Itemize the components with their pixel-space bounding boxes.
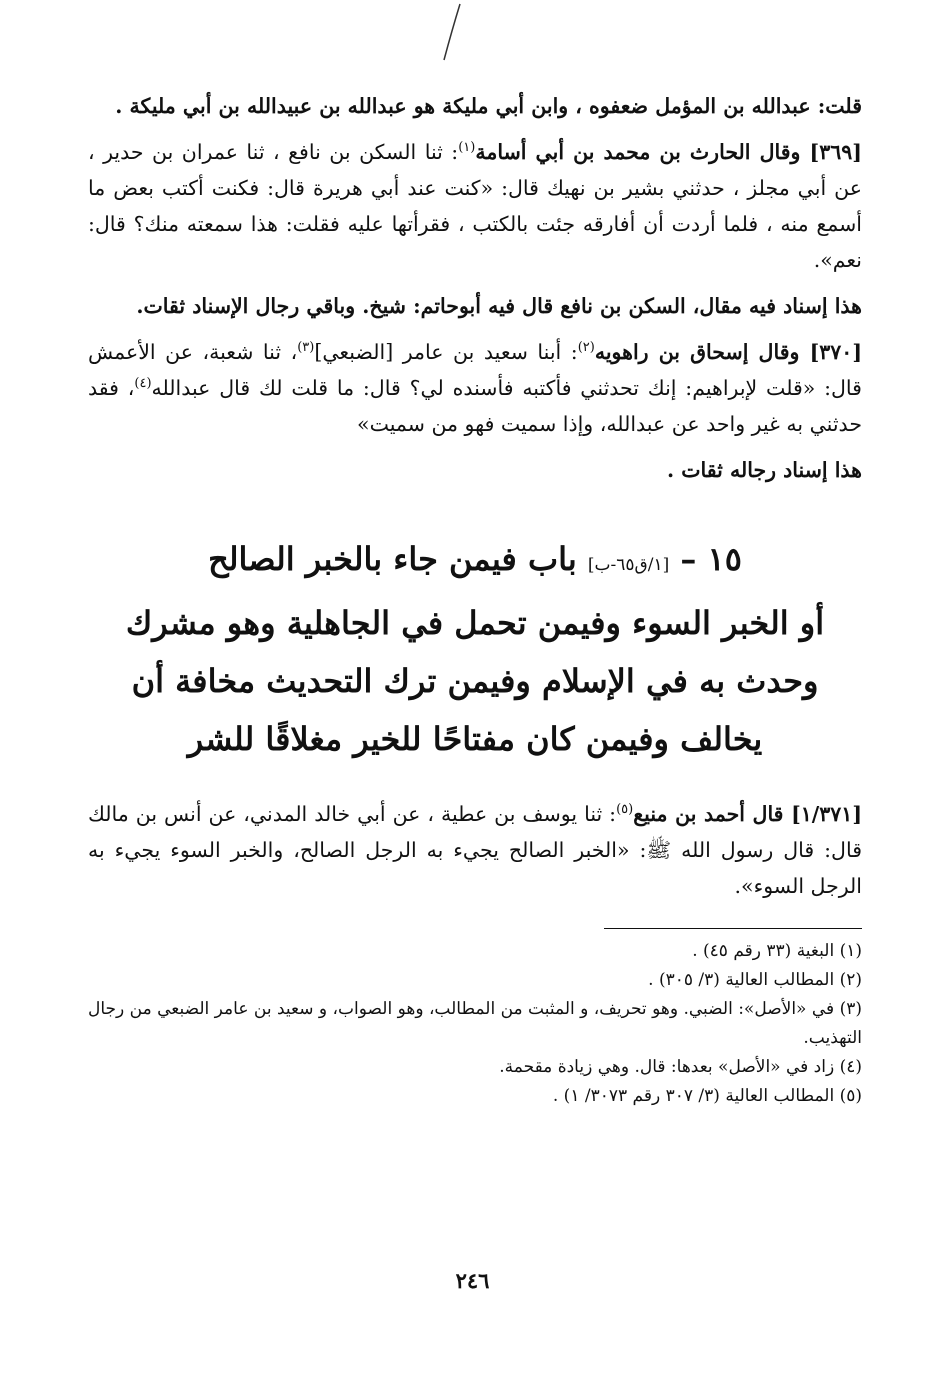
comment-text: هذا إسناد فيه مقال، السكن بن نافع قال فيه أبوحاتم: شيخ. وباقي رجال الإسناد ثقات. <box>136 294 862 318</box>
chapter-number: ١٥ – <box>680 540 742 578</box>
chapter-title-line: أو الخبر السوء وفيمن تحمل في الجاهلية وهو مشرك <box>125 604 825 642</box>
hadith-text-part: ، ثنا شعبة، عن الأعمش قال: «قلت لإبراهيم: إنك تحدثني فأكتبه فأسنده لي؟ قال: ما قلت لك قال عبدالله <box>88 340 862 400</box>
chapter-title-line: باب فيمن جاء بالخبر الصالح <box>208 540 577 578</box>
footnote: (٣) في «الأصل»: الضبي. وهو تحريف، و المثبت من المطالب، وهو الصواب، و سعيد بن عامر الضبعي من رجال التهذيب. <box>88 999 862 1048</box>
footnote-divider <box>604 928 862 929</box>
footnote-ref-2: (٢) <box>577 340 595 356</box>
hadith-text: : ثنا السكن بن نافع ، ثنا عمران بن حدير ، عن أبي مجلز ، حدثني بشير بن نهيك قال: «كنت عند أبي هريرة قال: فكنت أكتب بعض ما أسمع منه ، فلما أردت أن أفارقه جئت بالكتب ، فقرأتها عليه فقلت: هذا سمعته منك؟ قال: نعم». <box>88 140 862 272</box>
hadith-370 <box>88 334 862 442</box>
page-body <box>88 88 862 1111</box>
hadith-number: [٣٧٠] <box>809 340 863 364</box>
footnote-ref-3: (٣) <box>297 340 315 356</box>
narrator-intro: وقال الحارث بن محمد بن أبي أسامة <box>475 140 810 164</box>
footnote: (١) البغية (٣٣ رقم ٤٥) . <box>692 941 862 961</box>
footnotes <box>88 937 862 1111</box>
paragraph-comment-2 <box>88 288 862 324</box>
chapter-title-line: يخالف وفيمن كان مفتاحًا للخير مغلاقًا للشر <box>187 720 763 758</box>
hadith-text: : ثنا يوسف بن عطية ، عن أبي خالد المدني، عن أنس بن مالك قال: قال رسول الله ﷺ: «الخبر الصالح يجيء به الرجل الصالح، والخبر السوء يجيء به الرجل السوء». <box>88 802 862 898</box>
footnote: (٤) زاد في «الأصل» بعدها: قال. وهي زيادة مقحمة. <box>499 1057 862 1077</box>
pen-stroke-mark <box>440 2 464 64</box>
footnote: (٥) المطالب العالية (٣/ ٣٠٧ رقم ٣٠٧٣/ ١) . <box>552 1086 862 1106</box>
comment-text: هذا إسناد رجاله ثقات . <box>666 458 862 482</box>
page-number: ٢٤٦ <box>455 1268 490 1293</box>
footnote-ref-4: (٤) <box>134 376 152 392</box>
hadith-number: [١/٣٧١] <box>791 802 863 826</box>
manuscript-ref: [١/ق٦٥-ب] <box>587 555 670 575</box>
hadith-number: [٣٦٩] <box>809 140 862 164</box>
hadith-text-part: : أبنا سعيد بن عامر [الضبعي] <box>314 340 578 364</box>
chapter-title-line: وحدث به في الإسلام وفيمن ترك التحديث مخافة أن <box>131 662 819 700</box>
hadith-369 <box>88 134 862 278</box>
hadith-text-part: ، فقد حدثني به غير واحد عن عبدالله، وإذا سميت فهو من سميت» <box>88 376 862 436</box>
hadith-371 <box>88 796 862 904</box>
narrator-intro: قال أحمد بن منيع <box>633 802 792 826</box>
narrator-intro: وقال إسحاق بن راهويه <box>594 340 810 364</box>
paragraph-comment-1 <box>88 88 862 124</box>
chapter-heading <box>88 530 862 768</box>
comment-text: قلت: عبدالله بن المؤمل ضعفوه ، وابن أبي مليكة هو عبدالله بن عبيدالله بن أبي مليكة . <box>115 94 862 118</box>
footnote-ref-5: (٥) <box>616 802 634 818</box>
heading-line-1 <box>88 530 862 594</box>
footnote-ref-1: (١) <box>458 140 476 156</box>
footnote: (٢) المطالب العالية (٣/ ٣٠٥) . <box>648 970 862 990</box>
paragraph-comment-3 <box>88 452 862 488</box>
